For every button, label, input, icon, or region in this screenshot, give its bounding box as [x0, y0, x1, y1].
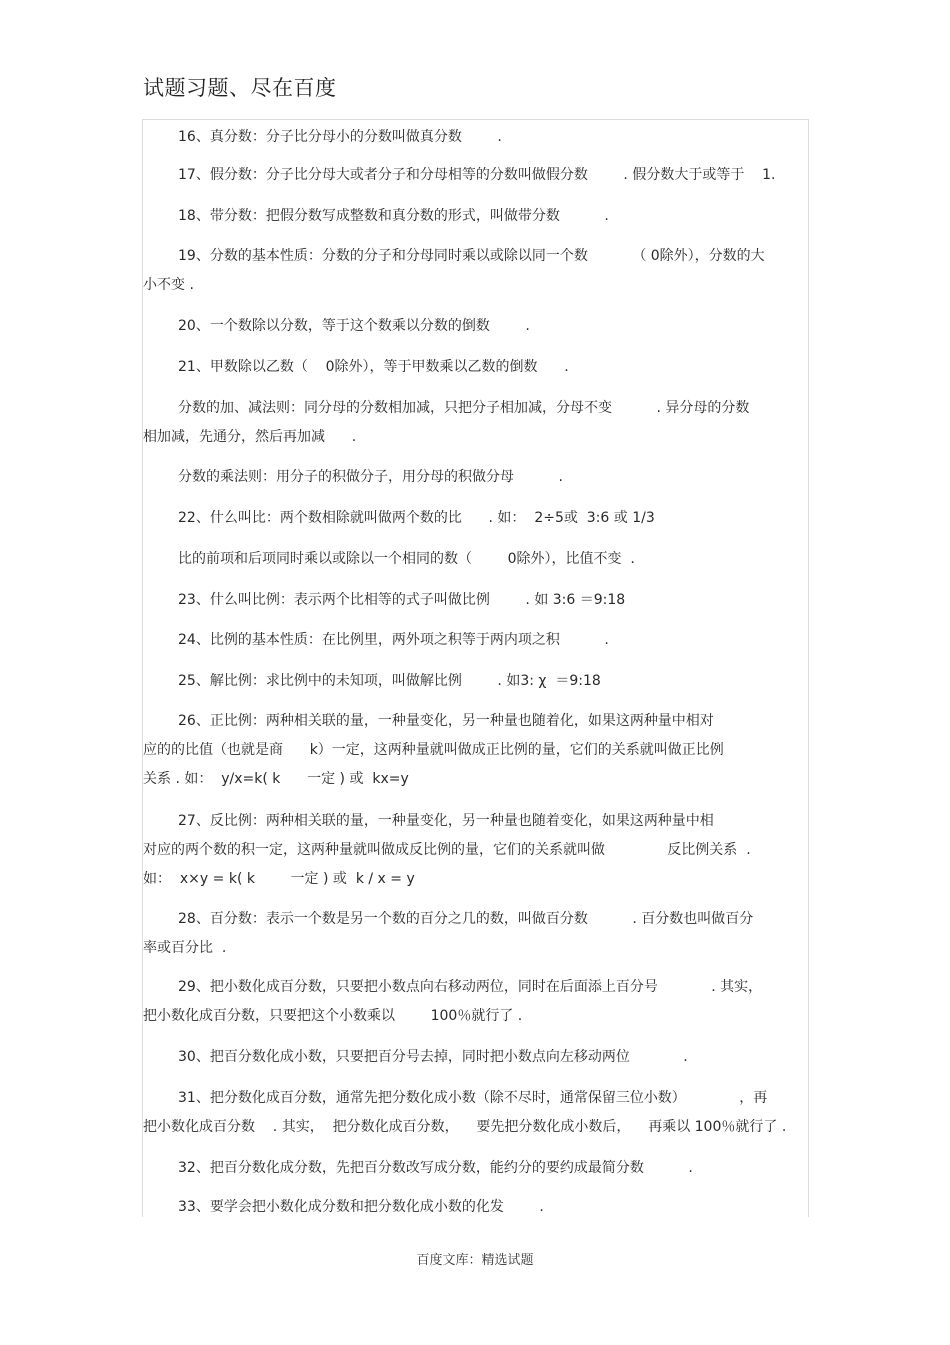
paragraph-24-proportion-property	[143, 626, 808, 655]
paragraph-line: 小不变 .	[143, 277, 194, 293]
paragraph-line: 23、什么叫比例：表示两个比相等的式子叫做比例 . 如 3:6 ＝9:18	[178, 592, 626, 608]
paragraph-line: 30、把百分数化成小数，只要把百分号去掉，同时把小数点向左移动两位 .	[178, 1049, 688, 1065]
paragraph-line: 应的的比值（也就是商 k）一定，这两种量就叫做成正比例的量，它们的关系就叫做正比例	[143, 742, 724, 758]
paragraph-23-proportion	[143, 586, 808, 615]
paragraph-line: 如： x×y = k( k 一定 ) 或 k / x = y	[143, 871, 415, 887]
paragraph-27-inverse-proportion	[143, 807, 808, 894]
paragraph-17-improper-fraction	[143, 161, 808, 190]
paragraph-28-percentage	[143, 905, 808, 963]
paragraph-line: 把小数化成百分数 . 其实， 把分数化成百分数， 要先把分数化成小数后， 再乘以 100％就行了 .	[143, 1119, 787, 1135]
paragraph-line: 率或百分比 .	[143, 940, 227, 956]
paragraph-line: 18、带分数：把假分数写成整数和真分数的形式，叫做带分数 .	[178, 208, 609, 224]
paragraph-18-mixed-number	[143, 202, 808, 231]
paragraph-line: 关系 . 如： y/x=k( k 一定 ) 或 kx=y	[143, 771, 409, 787]
paragraph-line: 17、假分数：分子比分母大或者分子和分母相等的分数叫做假分数 . 假分数大于或等于 1.	[178, 167, 776, 183]
paragraph-line: 26、正比例：两种相关联的量，一种量变化，另一种量也随着化，如果这两种量中相对	[178, 713, 714, 729]
paragraph-fraction-add-subtract	[143, 394, 808, 452]
paragraph-ratio-property	[143, 545, 808, 574]
paragraph-line: 31、把分数化成百分数，通常先把分数化成小数（除不尽时，通常保留三位小数） ，再	[178, 1090, 768, 1106]
paragraph-line: 16、真分数：分子比分母小的分数叫做真分数 .	[178, 129, 502, 145]
paragraph-16-proper-fraction	[143, 123, 808, 152]
paragraph-line: 对应的两个数的积一定，这两种量就叫做成反比例的量，它们的关系就叫做 反比例关系 .	[143, 842, 751, 858]
paragraph-fraction-multiply	[143, 463, 808, 492]
paragraph-line: 24、比例的基本性质：在比例里，两外项之积等于两内项之积 .	[178, 632, 609, 648]
paragraph-32-percent-to-fraction	[143, 1154, 808, 1183]
paragraph-line: 29、把小数化成百分数，只要把小数点向右移动两位，同时在后面添上百分号 . 其实，	[178, 979, 763, 995]
paragraph-line: 分数的乘法则：用分子的积做分子，用分母的积做分母 .	[178, 469, 563, 485]
paragraph-31-fraction-to-percent	[143, 1084, 808, 1142]
paragraph-29-decimal-to-percent	[143, 973, 808, 1031]
paragraph-line: 32、把百分数化成分数，先把百分数改写成分数，能约分的要约成最简分数 .	[178, 1160, 693, 1176]
paragraph-25-solve-proportion	[143, 667, 808, 696]
paragraph-line: 27、反比例：两种相关联的量，一种量变化，另一种量也随着变化，如果这两种量中相	[178, 813, 714, 829]
paragraph-line: 28、百分数：表示一个数是另一个数的百分之几的数，叫做百分数 . 百分数也叫做百分	[178, 911, 754, 927]
paragraph-line: 22、什么叫比：两个数相除就叫做两个数的比 . 如： 2÷5或 3:6 或 1/3	[178, 510, 655, 526]
paragraph-22-ratio	[143, 504, 808, 533]
page-header-title: 试题习题、尽在百度	[143, 76, 337, 100]
paragraph-line: 把小数化成百分数，只要把这个小数乘以 100％就行了 .	[143, 1008, 523, 1024]
paragraph-20-divide-by-fraction	[143, 312, 808, 341]
paragraph-33-conversion	[143, 1193, 808, 1217]
page-footer: 百度文库：精选试题	[416, 1253, 534, 1268]
paragraph-19-fraction-property	[143, 242, 808, 300]
paragraph-line: 21、甲数除以乙数（ 0除外），等于甲数乘以乙数的倒数 .	[178, 359, 569, 375]
paragraph-line: 相加减，先通分，然后再加减 .	[143, 429, 357, 445]
paragraph-30-percent-to-decimal	[143, 1043, 808, 1072]
paragraph-line: 20、一个数除以分数，等于这个数乘以分数的倒数 .	[178, 318, 530, 334]
paragraph-line: 19、分数的基本性质：分数的分子和分母同时乘以或除以同一个数 （ 0除外），分数的大	[178, 248, 765, 264]
document-content	[142, 119, 809, 1217]
paragraph-line: 25、解比例：求比例中的未知项，叫做解比例 . 如3: χ ＝9:18	[178, 673, 601, 689]
paragraph-21-quotient-rule	[143, 353, 808, 382]
paragraph-line: 33、要学会把小数化成分数和把分数化成小数的化发 .	[178, 1199, 544, 1215]
paragraph-line: 比的前项和后项同时乘以或除以一个相同的数（ 0除外），比值不变 .	[178, 551, 635, 567]
paragraph-line: 分数的加、减法则：同分母的分数相加减，只把分子相加减，分母不变 . 异分母的分数	[178, 400, 750, 416]
paragraph-26-direct-proportion	[143, 707, 808, 794]
